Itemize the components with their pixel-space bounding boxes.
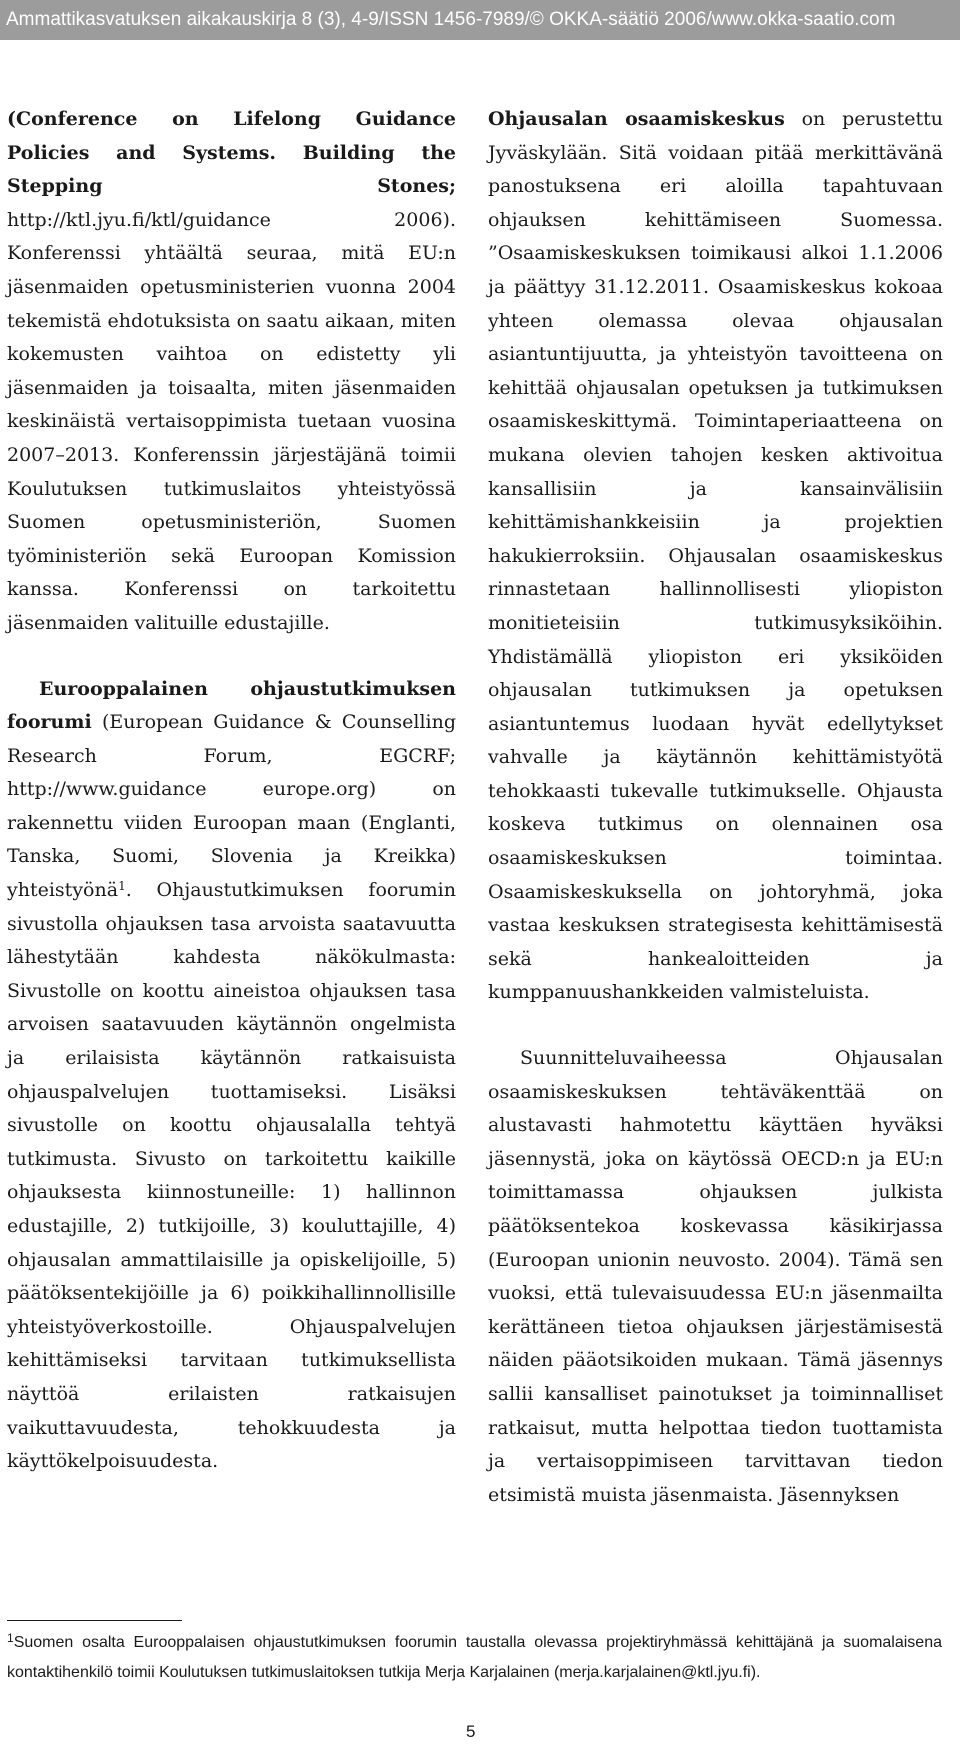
left-paragraph-egcrf (7, 673, 456, 1479)
right-column (488, 103, 943, 1512)
conference-title: (Conference on Lifelong Guidance Policies and Systems. Building the Stepping Stones; (7, 108, 456, 198)
footnote-marker: 1 (7, 1631, 14, 1645)
suunnittelu-text: Suunnitteluvaiheessa Ohjausalan osaamiskeskuksen tehtäväkenttää on alustavasti hahmotettu käyttäen hyväksi jäsennystä, joka on käytössä OECD:n ja EU:n toimittamassa ohjauksen julkista päätöksentekoa koskevassa käsikirjassa (Euroopan unionin neuvosto. 2004). Tämä sen vuoksi, että tulevaisuudessa EU:n jäsenmailta kerättäneen tietoa ohjauksen järjestämisestä näiden pääotsikoiden mukaan. Tämä jäsennys sallii kansalliset painotukset ja toiminnalliset ratkaisut, mutta helpottaa tiedon tuottamista ja vertaisoppimiseen tarvittavan tiedon etsimistä muista jäsenmaista. Jäsennyksen (488, 1047, 943, 1506)
osaamiskeskus-title: Ohjausalan osaamiskeskus (488, 108, 785, 130)
right-paragraph-suunnittelu (488, 1042, 943, 1512)
egcrf-title: Eurooppalainen ohjaustutkimuksen foorumi (7, 677, 456, 734)
egcrf-text-b: . Ohjaustutkimuksen foorumin sivustolla ohjauksen tasa arvoista saatavuutta lähestytään kahdesta näkökulmasta: Sivustolle on koottu aineistoa ohjauksen tasa arvoisen saatavuuden käytännön ongelmista ja erilaisista käytännön ratkaisuista ohjauspalvelujen tuottamiseksi. Lisäksi sivustolle on koottu ohjausalalla tehtyä tutkimusta. Sivusto on tarkoitettu kaikille ohjauksesta kiinnostuneille: 1) hallinnon edustajille, 2) tutkijoille, 3) kouluttajille, 4) ohjausalan ammattilaisille ja opiskelijoille, 5) päätöksentekijöille ja 6) poikkihallinnollisille yhteistyöverkostoille. Ohjauspalvelujen kehittämiseksi tarvitaan tutkimuksellista näyttöä erilaisten ratkaisujen vaikuttavuudesta, tehokkuudesta ja käyttökelpoisuudesta. (7, 879, 456, 1473)
egcrf-text-a: (European Guidance & Counselling Research Forum, EGCRF; http://www.guidance europe.org) on rakennettu viiden Euroopan maan (Englanti, Tanska, Suomi, Slovenia ja Kreikka) yhteistyönä (7, 711, 456, 902)
footnote-text: Suomen osalta Eurooppalaisen ohjaustutkimuksen foorumin taustalla olevassa projektiryhmässä kehittäjänä ja suomalaisena kontaktihenkilö toimii Koulutuksen tutkimuslaitoksen tutkija Merja Karjalainen (merja.karjalainen@ktl.jyu.fi). (7, 1634, 942, 1681)
left-paragraph-conference (7, 103, 456, 641)
left-column (7, 103, 456, 1479)
page-number: 5 (466, 1722, 476, 1741)
journal-header-text: Ammattikasvatuksen aikakauskirja 8 (3), 4-9/ISSN 1456-7989/© OKKA-säätiö 2006/www.okka-saatio.com (6, 9, 896, 30)
conference-text: http://ktl.jyu.fi/ktl/guidance 2006). Konferenssi yhtäältä seuraa, mitä EU:n jäsenmaiden opetusministerien vuonna 2004 tekemistä ehdotuksista on saatu aikaan, miten kokemusten vaihtoa on edistetty yli jäsenmaiden ja toisaalta, miten jäsenmaiden keskinäistä vertaisoppimista tuetaan vuosina 2007–2013. Konferenssin järjestäjänä toimii Koulutuksen tutkimuslaitos yhteistyössä Suomen opetusministeriön, Suomen työministeriön sekä Euroopan Komission kanssa. Konferenssi on tarkoitettu jäsenmaiden valituille edustajille. (7, 208, 456, 634)
right-paragraph-osaamiskeskus (488, 103, 943, 1010)
journal-header (0, 0, 960, 40)
footnote (7, 1628, 942, 1688)
footnote-reference: 1 (118, 879, 126, 894)
footnote-divider (7, 1620, 182, 1621)
osaamiskeskus-text: on perustettu Jyväskylään. Sitä voidaan pitää merkittävänä panostuksena eri aloilla tapahtuvaan ohjauksen kehittämiseen Suomessa. ”Osaamiskeskuksen toimikausi alkoi 1.1.2006 ja päättyy 31.12.2011. Osaamiskeskus kokoaa yhteen olemassa olevaa ohjausalan asiantuntijuutta, ja yhteistyön tavoitteena on kehittää ohjausalan opetuksen ja tutkimuksen osaamiskeskittymä. Toimintaperiaatteena on mukana olevien tahojen kesken aktivoitua kansallisiin ja kansainvälisiin kehittämishankkeisiin ja projektien hakukierroksiin. Ohjausalan osaamiskeskus rinnastetaan hallinnollisesti yliopiston monitieteisiin tutkimusyksiköihin. Yhdistämällä yliopiston eri yksiköiden ohjausalan tutkimuksen ja opetuksen asiantuntemus luodaan hyvät edellytykset vahvalle ja käytännön kehittämistyötä tehokkaasti tukevalle tutkimukselle. Ohjausta koskeva tutkimus on olennainen osa osaamiskeskuksen toimintaa. Osaamiskeskuksella on johtoryhmä, joka vastaa keskuksen strategisesta kehittämisestä sekä hankealoitteiden ja kumppanuushankkeiden valmisteluista. (488, 108, 944, 1004)
